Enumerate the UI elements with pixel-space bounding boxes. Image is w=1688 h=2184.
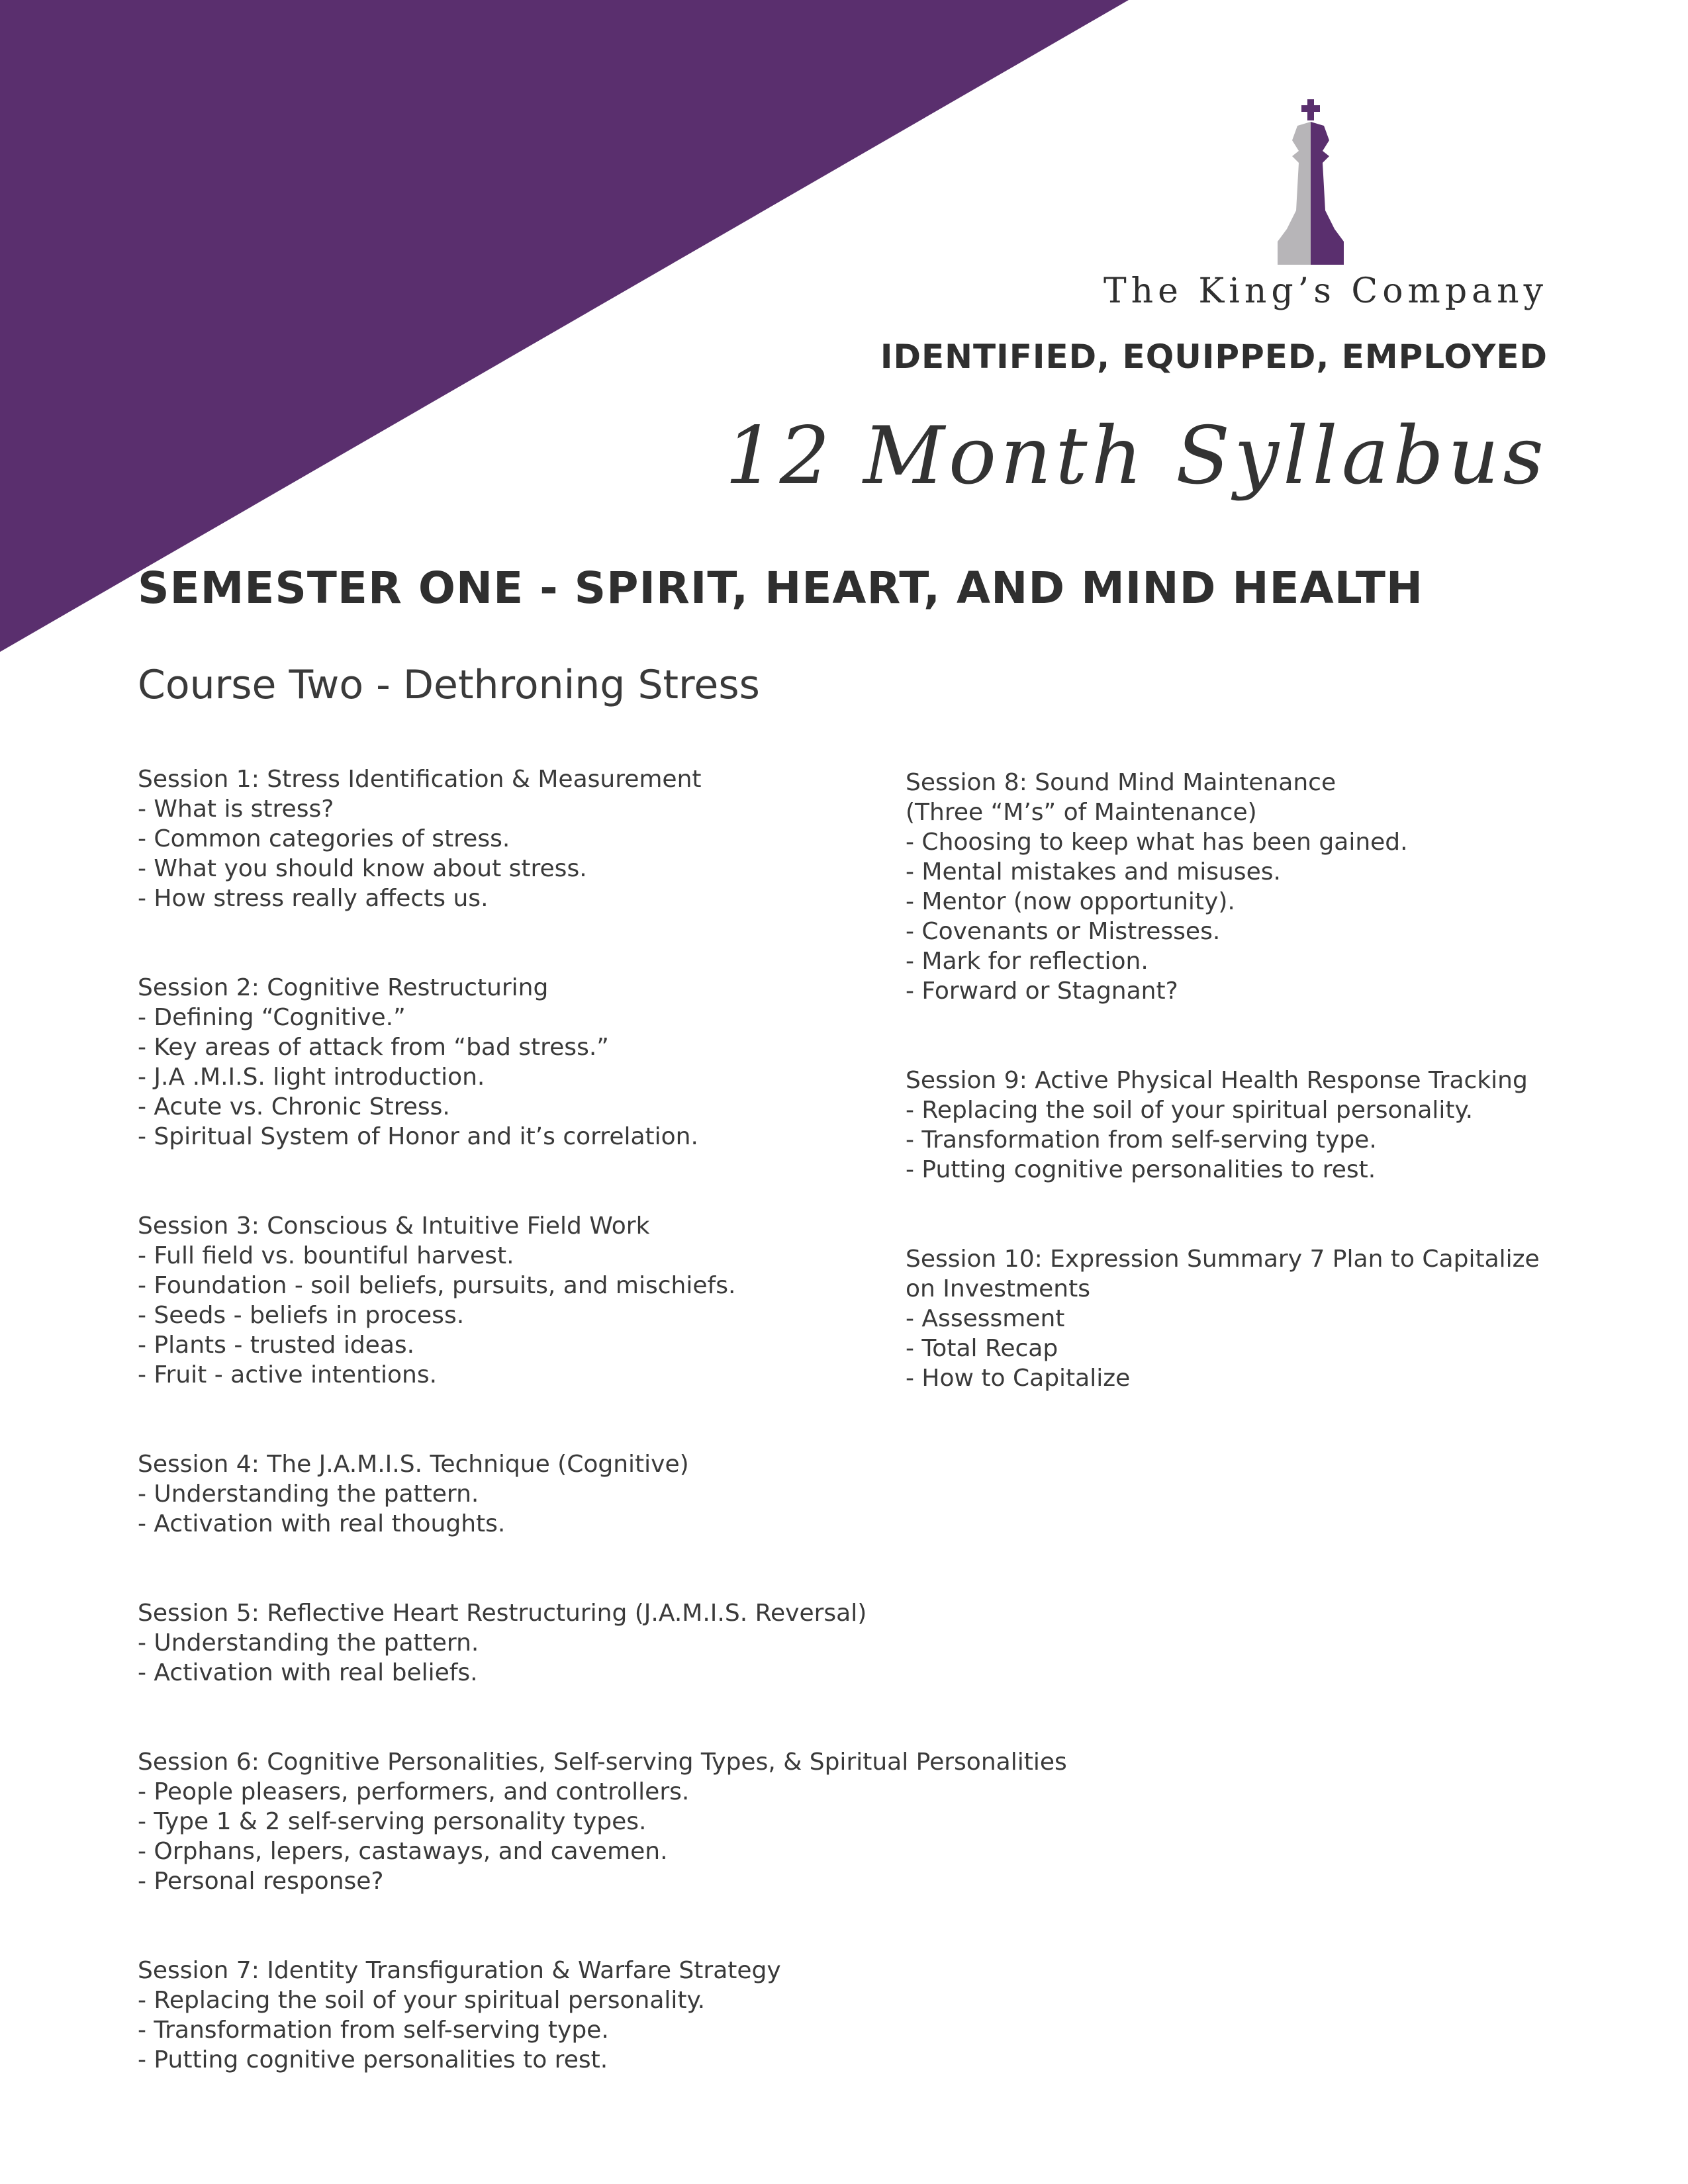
session-block [138, 1956, 1117, 2075]
session-topic: - Acute vs. Chronic Stress. [138, 1093, 450, 1120]
session-title: Session 8: Sound Mind Maintenance [906, 769, 1336, 796]
session-topic: - Seeds - beliefs in process. [138, 1302, 465, 1329]
session-block [906, 1066, 1568, 1185]
session-title: Session 3: Conscious & Intuitive Field Work [138, 1212, 650, 1240]
session-topic: - Choosing to keep what has been gained. [906, 829, 1408, 856]
session-topic: - Defining “Cognitive.” [138, 1004, 406, 1031]
syllabus-script-title: 12 Month Syllabus [725, 410, 1548, 502]
session-topic: - Fruit - active intentions. [138, 1361, 438, 1388]
corner-triangle-decoration [0, 0, 1132, 655]
right-session-column [906, 768, 1568, 1453]
session-topic: - Putting cognitive personalities to rest. [906, 1156, 1376, 1183]
session-topic: - Plants - trusted ideas. [138, 1332, 415, 1359]
session-topic: - Activation with real beliefs. [138, 1659, 478, 1686]
session-title: Session 4: The J.A.M.I.S. Technique (Cognitive) [138, 1451, 689, 1478]
session-topic: - Activation with real thoughts. [138, 1510, 506, 1537]
session-title: Session 9: Active Physical Health Response Tracking [906, 1067, 1528, 1094]
session-title: Session 10: Expression Summary 7 Plan to Capitalize [906, 1246, 1540, 1273]
session-topic: - Common categories of stress. [138, 825, 510, 852]
session-topic: - Transformation from self-serving type. [138, 2017, 609, 2044]
session-topic: - Transformation from self-serving type. [906, 1126, 1377, 1154]
session-topic: - Putting cognitive personalities to rest. [138, 2046, 608, 2073]
session-block [906, 1244, 1568, 1393]
session-topic: - Orphans, lepers, castaways, and cavemen. [138, 1838, 668, 1865]
session-title: Session 1: Stress Identification & Measurement [138, 766, 702, 793]
session-topic: - What you should know about stress. [138, 855, 587, 882]
session-topic: - Assessment [906, 1305, 1065, 1332]
session-title: Session 7: Identity Transfiguration & Warfare Strategy [138, 1957, 781, 1984]
company-name: The King’s Company [1103, 271, 1548, 311]
session-block [906, 768, 1568, 1006]
session-topic: - Mentor (now opportunity). [906, 888, 1235, 915]
session-topic: - Full field vs. bountiful harvest. [138, 1242, 514, 1269]
course-title: Course Two - Dethroning Stress [138, 662, 760, 708]
session-topic: - How to Capitalize [906, 1365, 1131, 1392]
session-topic: (Three “M’s” of Maintenance) [906, 799, 1257, 826]
chess-king-icon [1258, 99, 1364, 265]
session-topic: - Personal response? [138, 1868, 384, 1895]
session-topic: - Spiritual System of Honor and it’s correlation. [138, 1123, 698, 1150]
session-topic: - Understanding the pattern. [138, 1629, 479, 1657]
session-topic: - Forward or Stagnant? [906, 978, 1178, 1005]
session-topic: - Understanding the pattern. [138, 1480, 479, 1508]
session-topic: - J.A .M.I.S. light introduction. [138, 1064, 485, 1091]
session-block [138, 1598, 1117, 1688]
session-topic: - Type 1 & 2 self-serving personality types. [138, 1808, 647, 1835]
session-topic: - People pleasers, performers, and controllers. [138, 1778, 690, 1805]
session-topic: - Foundation - soil beliefs, pursuits, and mischiefs. [138, 1272, 736, 1299]
session-title: Session 6: Cognitive Personalities, Self-serving Types, & Spiritual Personalities [138, 1749, 1067, 1776]
session-topic: - Replacing the soil of your spiritual personality. [138, 1987, 706, 2014]
session-block [138, 1747, 1117, 1896]
tagline: IDENTIFIED, EQUIPPED, EMPLOYED [880, 338, 1548, 376]
session-topic: - Total Recap [906, 1335, 1058, 1362]
session-topic: on Investments [906, 1275, 1090, 1302]
session-topic: - Mental mistakes and misuses. [906, 858, 1281, 886]
session-title: Session 2: Cognitive Restructuring [138, 974, 549, 1001]
session-topic: - Key areas of attack from “bad stress.” [138, 1034, 609, 1061]
session-topic: - Mark for reflection. [906, 948, 1149, 975]
session-topic: - How stress really affects us. [138, 885, 489, 912]
semester-title: SEMESTER ONE - SPIRIT, HEART, AND MIND HEALTH [138, 563, 1424, 614]
session-block [138, 1449, 1117, 1539]
session-topic: - What is stress? [138, 796, 334, 823]
session-title: Session 5: Reflective Heart Restructuring (J.A.M.I.S. Reversal) [138, 1600, 867, 1627]
session-topic: - Replacing the soil of your spiritual personality. [906, 1097, 1474, 1124]
session-topic: - Covenants or Mistresses. [906, 918, 1221, 945]
